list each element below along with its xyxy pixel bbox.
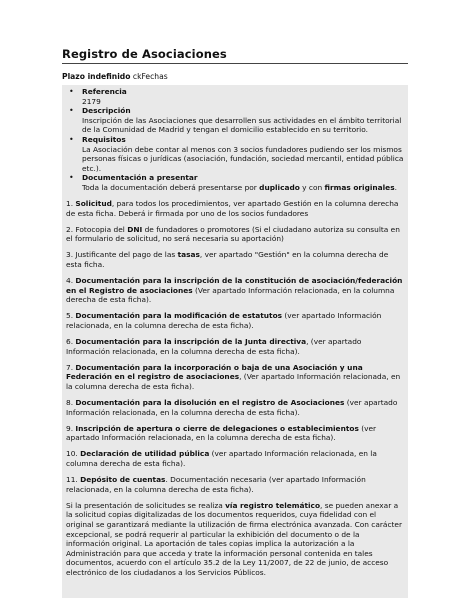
doc-text: (ver apartado Información relacionada, en la columna derecha de esta ficha). xyxy=(66,449,377,468)
doc-text: , (ver apartado Información relacionada, en la columna derecha de esta ficha). xyxy=(66,337,362,356)
bullet-icon: • xyxy=(69,106,74,116)
plazo-value: ckFechas xyxy=(132,72,168,81)
info-text-part: . xyxy=(394,182,397,192)
info-term: Documentación a presentar xyxy=(82,173,198,183)
doc-item-5 xyxy=(66,311,404,330)
doc-item-2 xyxy=(66,225,404,244)
doc-item-7 xyxy=(66,363,404,392)
doc-item-4 xyxy=(66,276,404,305)
doc-number: 2. xyxy=(66,224,76,234)
doc-item-3 xyxy=(66,250,404,269)
closing-paragraph xyxy=(66,501,404,578)
doc-item-1 xyxy=(66,199,404,218)
info-text: 2179 xyxy=(82,96,101,106)
bullet-icon: • xyxy=(69,134,74,144)
info-text-part: y con xyxy=(299,182,325,192)
closing-bold: vía registro telemático xyxy=(225,500,321,510)
doc-number: 9. xyxy=(66,423,76,433)
info-text xyxy=(82,183,404,193)
info-text: La Asociación debe contar al menos con 3 socios fundadores pudiendo ser los mismos personas físicas o jurídicas (asociación, fundación, sociedad mercantil, entidad pública etc.). xyxy=(82,144,404,173)
doc-number: 1. xyxy=(66,199,76,209)
doc-text: Fotocopia del xyxy=(75,224,128,234)
doc-number: 10. xyxy=(66,449,81,459)
content-body xyxy=(66,87,404,578)
doc-item-6 xyxy=(66,337,404,356)
title-divider xyxy=(62,63,408,64)
doc-text: Justificante del pago de las xyxy=(75,250,178,260)
doc-title: Declaración de utilidad pública xyxy=(80,449,210,459)
doc-title: DNI xyxy=(127,224,143,234)
plazo-label: Plazo indefinido xyxy=(62,72,131,81)
doc-number: 8. xyxy=(66,398,76,408)
bullet-icon: • xyxy=(69,173,74,183)
info-term: Descripción xyxy=(82,106,131,116)
doc-item-8 xyxy=(66,398,404,417)
doc-text: (Ver apartado Información relacionada, en la columna derecha de esta ficha). xyxy=(66,285,395,305)
doc-item-9 xyxy=(66,424,404,443)
doc-title: Solicitud xyxy=(75,199,112,209)
info-term: Requisitos xyxy=(82,134,126,144)
info-item-referencia xyxy=(66,87,404,106)
doc-item-11 xyxy=(66,475,404,494)
info-term: Referencia xyxy=(82,87,127,96)
info-text-bold: firmas originales xyxy=(324,182,395,192)
doc-number: 6. xyxy=(66,337,76,347)
plazo-line xyxy=(62,72,168,81)
doc-title: Documentación para la disolución en el registro de Asociaciones xyxy=(75,398,345,408)
doc-title: Documentación para la modificación de estatutos xyxy=(75,311,283,321)
info-item-descripcion xyxy=(66,106,404,135)
doc-title: Documentación para la incorporación o baja de una Asociación y una Federación en el registro de asociaciones xyxy=(66,362,363,382)
doc-title: Documentación para la inscripción de la Junta directiva xyxy=(75,337,307,347)
doc-number: 7. xyxy=(66,362,76,372)
info-list xyxy=(66,87,404,193)
doc-title: tasas xyxy=(177,250,200,260)
doc-text: , (Ver apartado Información relacionada, en la columna derecha de esta ficha). xyxy=(66,372,401,391)
doc-title: Documentación para la inscripción de la constitución de asociación/federación en el Registro de asociaciones xyxy=(66,276,403,295)
doc-text: de fundadores o promotores (Si el ciudadano autoriza su consulta en el formulario de solicitud, no será necesaria su aportación) xyxy=(66,224,400,244)
doc-text: , para todos los procedimientos, ver apartado Gestión en la columna derecha de esta ficha. Deberá ir firmada por uno de los socios fundadores xyxy=(66,199,399,218)
doc-text: . Documentación necesaria (ver apartado Información relacionada, en la columna derecha de esta ficha). xyxy=(66,475,366,494)
doc-text: (ver apartado Información relacionada, en la columna derecha de esta ficha). xyxy=(66,311,382,330)
page-title: Registro de Asociaciones xyxy=(62,47,227,61)
doc-item-10 xyxy=(66,449,404,468)
doc-title: Depósito de cuentas xyxy=(80,475,166,485)
content-panel xyxy=(62,85,408,598)
doc-number: 4. xyxy=(66,276,76,286)
doc-text: , ver apartado "Gestión" en la columna derecha de esta ficha. xyxy=(66,250,389,269)
doc-text: (ver apartado Información relacionada, en la columna derecha de esta ficha). xyxy=(66,423,377,443)
doc-text: (ver apartado Información relacionada, en la columna derecha de esta ficha). xyxy=(66,398,398,417)
info-text-bold: duplicado xyxy=(259,182,300,192)
bullet-icon: • xyxy=(69,87,74,96)
info-text-part: Toda la documentación deberá presentarse por xyxy=(82,182,260,192)
info-text: Inscripción de las Asociaciones que desarrollen sus actividades en el ámbito territorial de la Comunidad de Madrid y tengan el domicilio establecido en su territorio. xyxy=(82,115,402,135)
doc-number: 5. xyxy=(66,311,76,321)
doc-title: Inscripción de apertura o cierre de delegaciones o establecimientos xyxy=(75,423,359,433)
closing-text: Si la presentación de solicitudes se realiza xyxy=(66,500,226,510)
doc-number: 3. xyxy=(66,250,76,260)
info-item-requisitos xyxy=(66,135,404,173)
doc-number: 11. xyxy=(66,475,81,485)
closing-text: , se pueden anexar a la solicitud copias digitalizadas de los documentos requeridos, cuya fidelidad con el original se garantizará mediante la utilización de firma electrónica avanzada. Con carácter excepcional, se podrá requerir al particular la exhibición del documento o de la información original. La aportación de tales copias implica la autorización a la Administración para que acceda y trate la información personal contenida en tales documentos, acuerdo con el artículo 35.2 de la Ley 11/2007, de 22 de junio, de acceso electrónico de los ciudadanos a los Servicios Públicos. xyxy=(66,500,402,577)
info-item-documentacion xyxy=(66,173,404,192)
